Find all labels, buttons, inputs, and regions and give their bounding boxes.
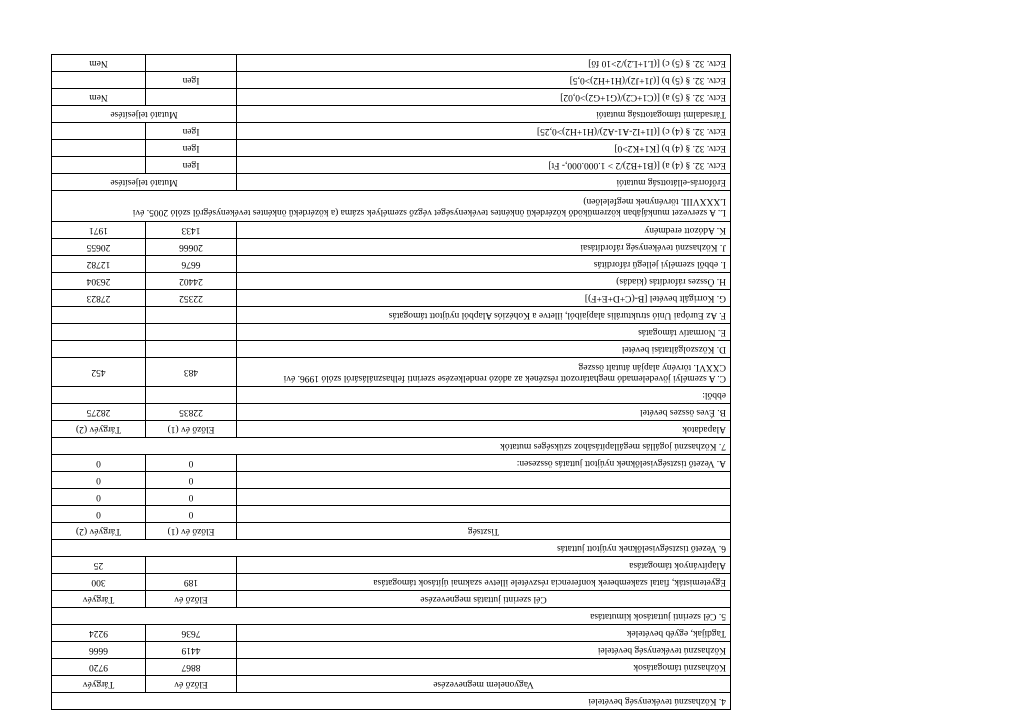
table-cell: 12782 [51, 256, 145, 273]
table-cell: Ectv. 32. § (5) b) [(J1+J2)/(H1+H2)>0,5] [237, 72, 731, 89]
table-cell: 28275 [51, 404, 145, 421]
table-row [51, 239, 730, 256]
table-row [51, 642, 730, 659]
table-cell: G. Korrigált bevétel [B-(C+D+E+F)] [237, 290, 731, 307]
table-cell [146, 387, 237, 404]
section-title-row [51, 608, 730, 625]
column-header: Cél szerinti juttatás megnevezése [237, 591, 731, 608]
table-cell: E. Normatív támogatás [237, 324, 731, 341]
table-row [51, 659, 730, 676]
cell-line: CXXVI. törvény alapján átutalt összeg [578, 362, 726, 372]
table-cell: 0 [51, 506, 145, 523]
table-cell: Tagdíjak, egyéb bevételek [237, 625, 731, 642]
table-cell: 1971 [51, 222, 145, 239]
table-cell: 0 [146, 455, 237, 472]
table-cell: 0 [51, 489, 145, 506]
table-cell: 1433 [146, 222, 237, 239]
table-cell: Ectv. 32. § (4) a) [(B1+B2)/2 > 1.000.000,- Ft] [237, 157, 731, 174]
table-row [51, 574, 730, 591]
table-cell: 22352 [146, 290, 237, 307]
table-cell: 9720 [51, 659, 145, 676]
table-cell: Nem [51, 89, 145, 106]
table-cell: ebből: [237, 387, 731, 404]
table-cell [237, 506, 731, 523]
column-header: Vagyonelem megnevezése [237, 676, 731, 693]
table-row [51, 472, 730, 489]
header-row [51, 523, 730, 540]
table-cell: Igen [146, 123, 237, 140]
table-cell: H. Összes ráfordítás (kiadás) [237, 273, 731, 290]
table-cell: Közhasznú támogatások [237, 659, 731, 676]
table-cell [237, 472, 731, 489]
table-cell: 0 [51, 472, 145, 489]
table-cell: Ectv. 32. § (5) c) [(L1+L2)/2>10 fő] [237, 55, 731, 72]
table-cell: Ectv. 32. § (5) a) [(C1+C2)/(G1+G2)>0,02] [237, 89, 731, 106]
table-row [51, 123, 730, 140]
header-row [51, 591, 730, 608]
table-cell: I. ebből személyi jellegű ráfordítás [237, 256, 731, 273]
table-cell: B. Éves összes bevétel [237, 404, 731, 421]
table-cell: 6666 [51, 642, 145, 659]
column-header: Tárgyév (2) [51, 421, 145, 438]
table-row [51, 625, 730, 642]
table-cell [51, 191, 730, 222]
table-cell: 22835 [146, 404, 237, 421]
table-cell [146, 324, 237, 341]
table-row [51, 404, 730, 421]
table-cell: A. Vezető tisztségviselőknek nyújtott juttatás összesen: [237, 455, 731, 472]
table-row [51, 324, 730, 341]
table-cell: 189 [146, 574, 237, 591]
header-row [51, 676, 730, 693]
table-cell [237, 358, 731, 387]
header-row [51, 106, 730, 123]
table-row [51, 273, 730, 290]
table-cell: Igen [146, 157, 237, 174]
table-row [51, 307, 730, 324]
table-cell: 25 [51, 557, 145, 574]
section-6-title: 6. Vezető tisztségviselőknek nyújtott juttatás [51, 540, 730, 557]
table-cell: 4419 [146, 642, 237, 659]
table-row [51, 55, 730, 72]
table-cell: 483 [146, 358, 237, 387]
table-cell: 300 [51, 574, 145, 591]
cell-line: L. A szervezet munkájában közreműködő közérdekű önkéntes tevékenységet végző személyek száma (a közérdekű önkéntes tevékenységről szóló 2005. évi [132, 207, 726, 217]
table-row [51, 455, 730, 472]
table-cell: 27823 [51, 290, 145, 307]
section-4-title: 4. Közhasznú tevékenység bevételei [51, 693, 730, 710]
table-row [51, 290, 730, 307]
table-cell [51, 140, 145, 157]
column-header: Előző év [146, 676, 237, 693]
cell-line: LXXXVIII. törvénynek megfelelően) [583, 196, 726, 206]
header-row [51, 421, 730, 438]
table-row [51, 557, 730, 574]
table-cell: 0 [146, 506, 237, 523]
table-row [51, 89, 730, 106]
table-row [51, 191, 730, 222]
section-title-row [51, 693, 730, 710]
table-cell: 26304 [51, 273, 145, 290]
table-cell: Egyetemisták, fiatal szakemberek konferencia részvétele illetve szakmai újítások támogatása [237, 574, 731, 591]
table-cell: 8867 [146, 659, 237, 676]
table-cell [51, 387, 145, 404]
table-cell: 7636 [146, 625, 237, 642]
table-row [51, 72, 730, 89]
table-cell [146, 89, 237, 106]
table-cell [146, 341, 237, 358]
table-row [51, 387, 730, 404]
table-cell: Ectv. 32. § (4) c) [(I1+I2-A1-A2)/(H1+H2)>0,25] [237, 123, 731, 140]
column-header: Tárgyév (2) [51, 523, 145, 540]
table-cell: F. Az Európai Unió strukturális alapjaiból, illetve a Kohéziós Alapból nyújtott támogatás [237, 307, 731, 324]
table-cell: Közhasznú tevékenység bevételei [237, 642, 731, 659]
table-cell: 0 [146, 472, 237, 489]
table-cell: 9224 [51, 625, 145, 642]
table-cell: 6676 [146, 256, 237, 273]
table-cell: D. Közszolgáltatási bevétel [237, 341, 731, 358]
column-header: Tárgyév [51, 591, 145, 608]
indicator-result-header: Mutató teljesítése [51, 174, 236, 191]
table-cell: Igen [146, 140, 237, 157]
table-cell [237, 489, 731, 506]
table-cell: Igen [146, 72, 237, 89]
indicator-group-header: Erőforrás-ellátottság mutatói [237, 174, 731, 191]
table-row [51, 489, 730, 506]
table-cell [51, 72, 145, 89]
table-row [51, 222, 730, 239]
public-benefit-report-table [51, 54, 731, 710]
table-cell: 0 [146, 489, 237, 506]
table-cell: Nem [51, 55, 145, 72]
column-header: Tárgyév [51, 676, 145, 693]
table-row [51, 256, 730, 273]
table-cell: 0 [51, 455, 145, 472]
table-cell: K. Adózott eredmény [237, 222, 731, 239]
table-cell [51, 157, 145, 174]
table-cell [51, 341, 145, 358]
table-row [51, 506, 730, 523]
indicator-result-header: Mutató teljesítése [51, 106, 236, 123]
column-header: Alapadatok [237, 421, 731, 438]
column-header: Előző év (1) [146, 523, 237, 540]
table-row [51, 341, 730, 358]
header-row [51, 174, 730, 191]
table-cell [51, 324, 145, 341]
cell-line: C. A személyi jövedelemadó meghatározott részének az adózó rendelkezése szerinti felhasználásáról szóló 1996. évi [283, 373, 726, 383]
table-cell: 20666 [146, 239, 237, 256]
table-cell: 24402 [146, 273, 237, 290]
table-cell [51, 307, 145, 324]
column-header: Tisztség [237, 523, 731, 540]
table-cell: Alapítványok támogatása [237, 557, 731, 574]
table-cell [146, 55, 237, 72]
table-cell: 452 [51, 358, 145, 387]
table-cell [51, 123, 145, 140]
table-cell [146, 557, 237, 574]
table-cell: 20655 [51, 239, 145, 256]
section-7-title: 7. Közhasznú jogállás megállapításához szükséges mutatók [51, 438, 730, 455]
table-row [51, 140, 730, 157]
section-5-title: 5. Cél szerinti juttatások kimutatása [51, 608, 730, 625]
column-header: Előző év (1) [146, 421, 237, 438]
column-header: Előző év [146, 591, 237, 608]
table-row [51, 157, 730, 174]
table-row [51, 358, 730, 387]
table-cell: J. Közhasznú tevékenység ráfordításai [237, 239, 731, 256]
indicator-group-header: Társadalmi támogatottság mutatói [237, 106, 731, 123]
section-title-row [51, 540, 730, 557]
table-cell: Ectv. 32. § (4) b) [K1+K2>0] [237, 140, 731, 157]
table-cell [146, 307, 237, 324]
section-title-row [51, 438, 730, 455]
